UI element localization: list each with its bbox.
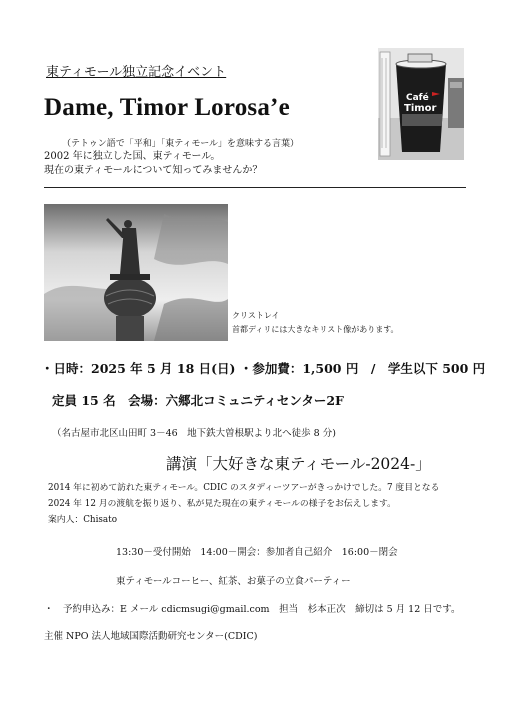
lecture-desc-line-1: 2014 年に初めて訪れた東ティモール。CDIC のスタディーツアーがきっかけでした。7 度目となる xyxy=(48,483,440,493)
intro-line-1: 2002 年に独立した国、東ティモール。 xyxy=(44,151,221,162)
caption-line-2: 首都ディリには大きなキリスト像があります。 xyxy=(232,325,399,334)
lecture-title: 講演「大好きな東ティモール-2024-」 xyxy=(166,455,431,473)
schedule-timeline: 13:30－受付開始 14:00－開会：参加者自己紹介 16:00－閉会 xyxy=(116,547,398,558)
venue-address: （名古屋市北区山田町 3－46 地下鉄大曽根駅より北へ徒歩 8 分) xyxy=(52,428,336,439)
cup-brand-line-1: Café xyxy=(406,93,429,103)
reservation-info: ・ 予約申込み：E メール cdicmsugi@gmail.com 担当 杉本正次 締切は 5 月 12 日です。 xyxy=(44,604,461,615)
capacity-venue-line: 定員 15 名 会場：六郷北コミュニティセンター2F xyxy=(52,393,344,408)
lecture-guide: 案内人：Chisato xyxy=(48,515,117,525)
lecture-description xyxy=(48,480,439,528)
caption-line-1: クリストレイ xyxy=(232,311,280,320)
cup-brand-line-2: Timor xyxy=(404,103,437,114)
party-info: 東ティモールコーヒー、紅茶、お菓子の立食パーティー xyxy=(116,576,351,587)
event-label: 東ティモール独立記念イベント xyxy=(46,65,227,80)
coffee-cup-illustration xyxy=(378,48,464,160)
coffee-cup-photo xyxy=(378,48,464,160)
intro-text xyxy=(44,150,262,178)
page-title: Dame, Timor Lorosa’e xyxy=(44,94,290,121)
tetum-note: （テトゥン語で「平和」「東ティモール」を意味する言葉） xyxy=(62,139,300,149)
organizer: 主催 NPO 法人地域国際活動研究センター(CDIC) xyxy=(44,631,258,642)
statue-illustration xyxy=(44,204,228,341)
divider xyxy=(44,187,466,188)
intro-line-2: 現在の東ティモールについて知ってみませんか？ xyxy=(44,165,263,176)
date-fee-line: ・日時：2025 年 5 月 18 日(日) ・参加費：1,500 円 / 学生以下 500 円 xyxy=(41,361,486,376)
lecture-desc-line-2: 2024 年 12 月の渡航を振り返り、私が見た現在の東ティモールの様子をお伝えします。 xyxy=(48,499,396,509)
photo-caption xyxy=(232,309,399,337)
cristo-rei-photo xyxy=(44,204,228,341)
